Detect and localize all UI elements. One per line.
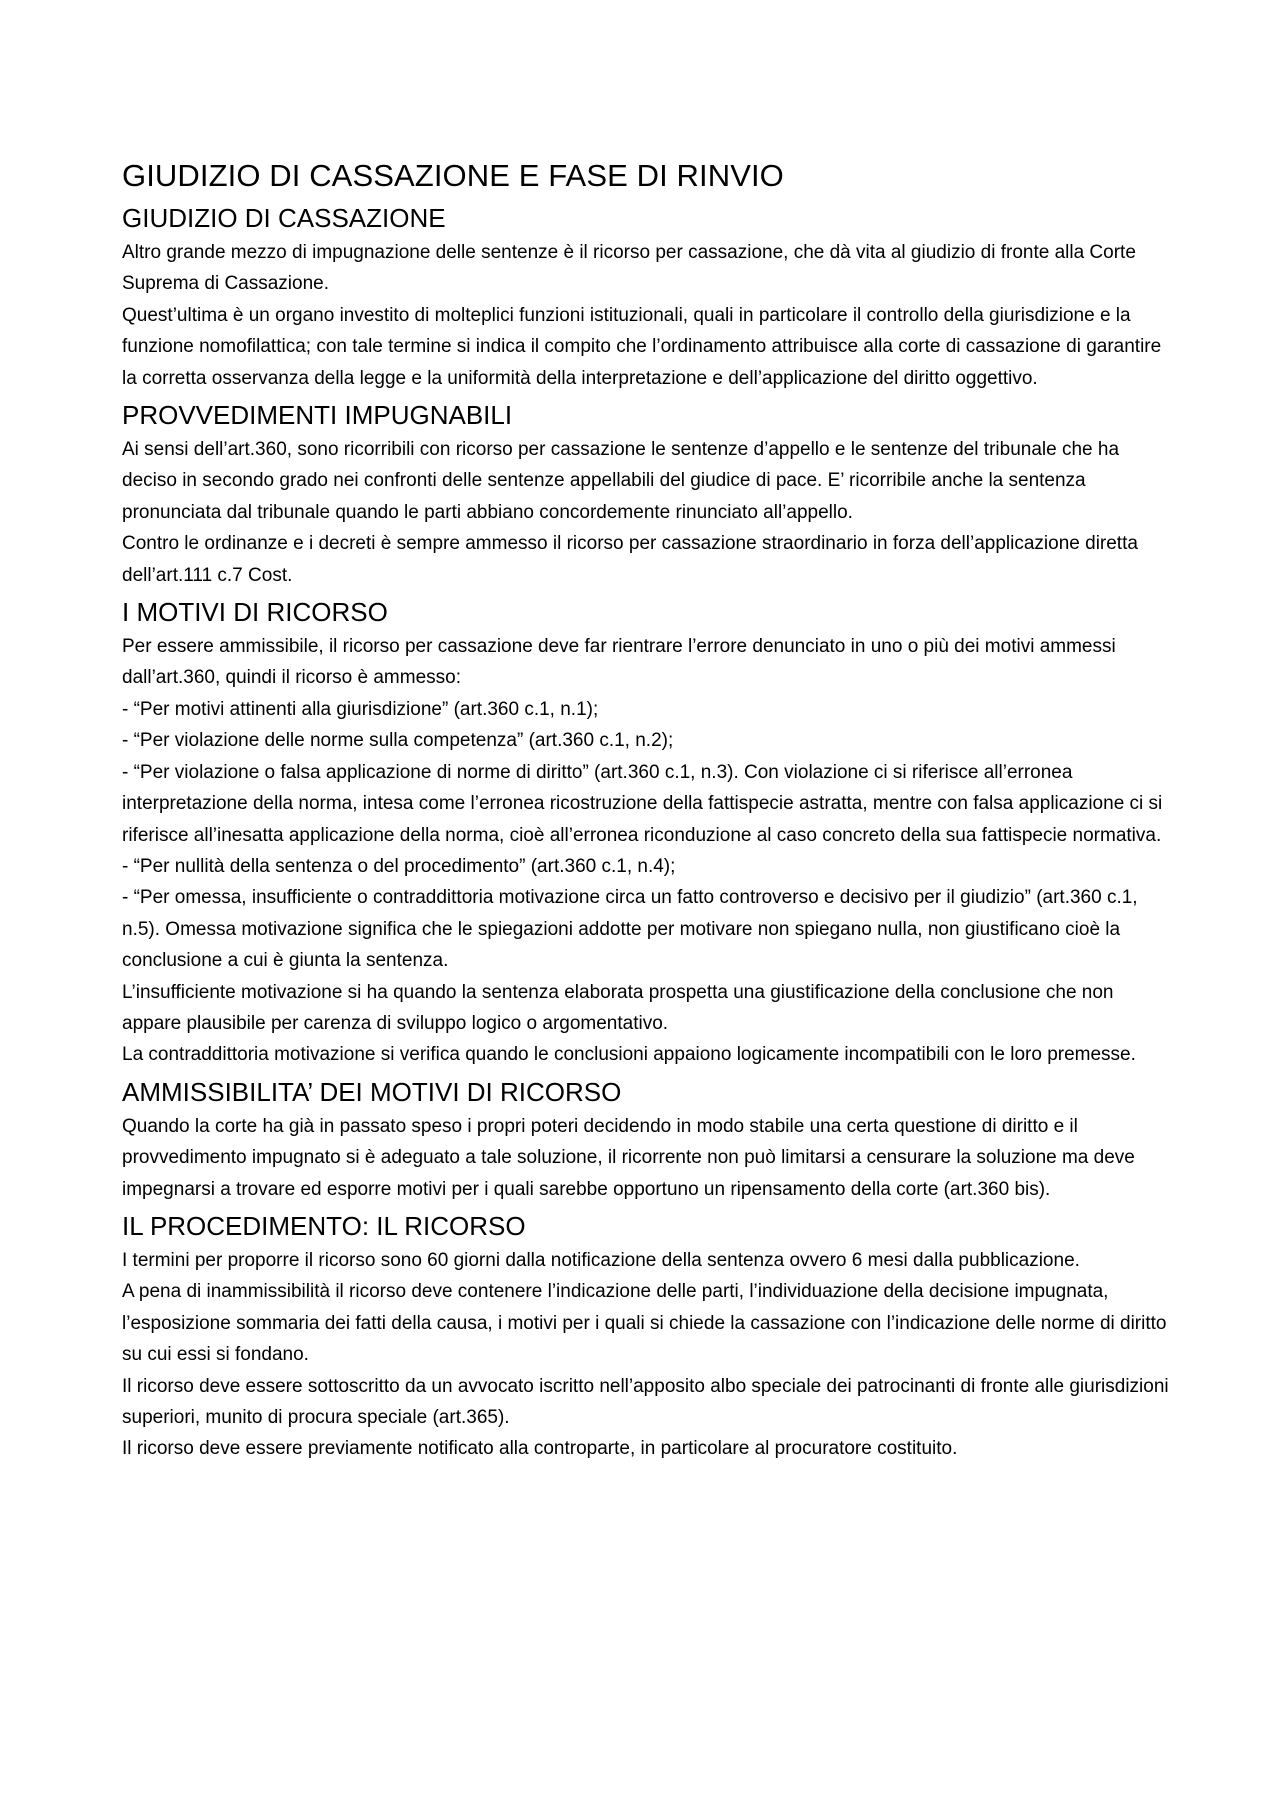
section-procedimento-ricorso [122,1209,1172,1465]
paragraph: Quando la corte ha già in passato speso i propri poteri decidendo in modo stabile una certa questione di diritto e il provvedimento impugnato si è adeguato a tale soluzione, il ricorrente non può limitarsi a censurare la soluzione ma deve impegnarsi a trovare ed esporre motivi per i quali sarebbe opportuno un ripensamento della corte (art.360 bis). [122,1115,1135,1200]
section-heading: AMMISSIBILITA’ DEI MOTIVI DI RICORSO [122,1076,622,1107]
paragraph: La contraddittoria motivazione si verifica quando le conclusioni appaiono logicamente incompatibili con le loro premesse. [122,1044,1136,1066]
paragraph: Quest’ultima è un organo investito di molteplici funzioni istituzionali, quali in particolare il controllo della giurisdizione e la funzione nomofilattica; con tale termine si indica il compito che l’ordinamento attribuisce alla corte di cassazione di garantire la corretta osservanza della legge e la uniformità della interpretazione e dell’applicazione del diritto oggettivo. [122,304,1162,389]
paragraph: Il ricorso deve essere previamente notificato alla controparte, in particolare al procuratore costituito. [122,1438,958,1460]
list-item: - “Per omessa, insufficiente o contraddittoria motivazione circa un fatto controverso e decisivo per il giudizio” (art.360 c.1, n.5). Omessa motivazione significa che le spiegazioni addotte per motivare non spiegano nulla, non giustificano cioè la conclusione a cui è giunta la sentenza. [122,887,1138,972]
section-provvedimenti-impugnabili [122,398,1172,591]
list-item: - “Per motivi attinenti alla giurisdizione” (art.360 c.1, n.1); [122,698,599,720]
paragraph: Per essere ammissibile, il ricorso per cassazione deve far rientrare l’errore denunciato in uno o più dei motivi ammessi dall’art.360, quindi il ricorso è ammesso: [122,636,1116,689]
document-title: GIUDIZIO DI CASSAZIONE E FASE DI RINVIO [122,158,784,193]
paragraph: Ai sensi dell’art.360, sono ricorribili con ricorso per cassazione le sentenze d’appello e le sentenze del tribunale che ha deciso in secondo grado nei confronti delle sentenze appellabili del giudice di pace. E’ ricorribile anche la sentenza pronunciata dal tribunale quando le parti abbiano concordemente rinunciato all’appello. [122,439,1120,523]
paragraph: A pena di inammissibilità il ricorso deve contenere l’indicazione delle parti, l’individuazione della decisione impugnata, l’esposizione sommaria dei fatti della causa, i motivi per i quali si chiede la cassazione con l’indicazione delle norme di diritto su cui essi si fondano. [122,1281,1167,1366]
paragraph: Contro le ordinanze e i decreti è sempre ammesso il ricorso per cassazione straordinario in forza dell’applicazione diretta dell’art.111 c.7 Cost. [122,533,1138,586]
section-giudizio-di-cassazione [122,201,1172,394]
list-item: - “Per violazione delle norme sulla competenza” (art.360 c.1, n.2); [122,730,674,752]
list-item: - “Per violazione o falsa applicazione di norme di diritto” (art.360 c.1, n.3). Con violazione ci si riferisce all’erronea interpretazione della norma, intesa come l’erronea ricostruzione della fattispecie astratta, mentre con falsa applicazione ci si riferisce all’inesatta applicazione della norma, cioè all’erronea riconduzione al caso concreto della sua fattispecie normativa. [122,761,1163,846]
section-ammissibilita-motivi [122,1075,1172,1205]
document-page [122,155,1172,1469]
list-item: - “Per nullità della sentenza o del procedimento” (art.360 c.1, n.4); [122,855,676,877]
section-heading: I MOTIVI DI RICORSO [122,597,388,628]
paragraph: I termini per proporre il ricorso sono 60 giorni dalla notificazione della sentenza ovvero 6 mesi dalla pubblicazione. [122,1249,1080,1271]
section-heading: GIUDIZIO DI CASSAZIONE [122,203,446,233]
section-motivi-di-ricorso [122,595,1172,1071]
paragraph: Il ricorso deve essere sottoscritto da un avvocato iscritto nell’apposito albo speciale dei patrocinanti di fronte alle giurisdizioni superiori, munito di procura speciale (art.365). [122,1375,1169,1428]
section-heading: PROVVEDIMENTI IMPUGNABILI [122,400,513,431]
section-heading: IL PROCEDIMENTO: IL RICORSO [122,1210,526,1241]
paragraph: L’insufficiente motivazione si ha quando la sentenza elaborata prospetta una giustificazione della conclusione che non appare plausibile per carenza di sviluppo logico o argomentativo. [122,981,1114,1034]
paragraph: Altro grande mezzo di impugnazione delle sentenze è il ricorso per cassazione, che dà vita al giudizio di fronte alla Corte Suprema di Cassazione. [122,242,1136,295]
